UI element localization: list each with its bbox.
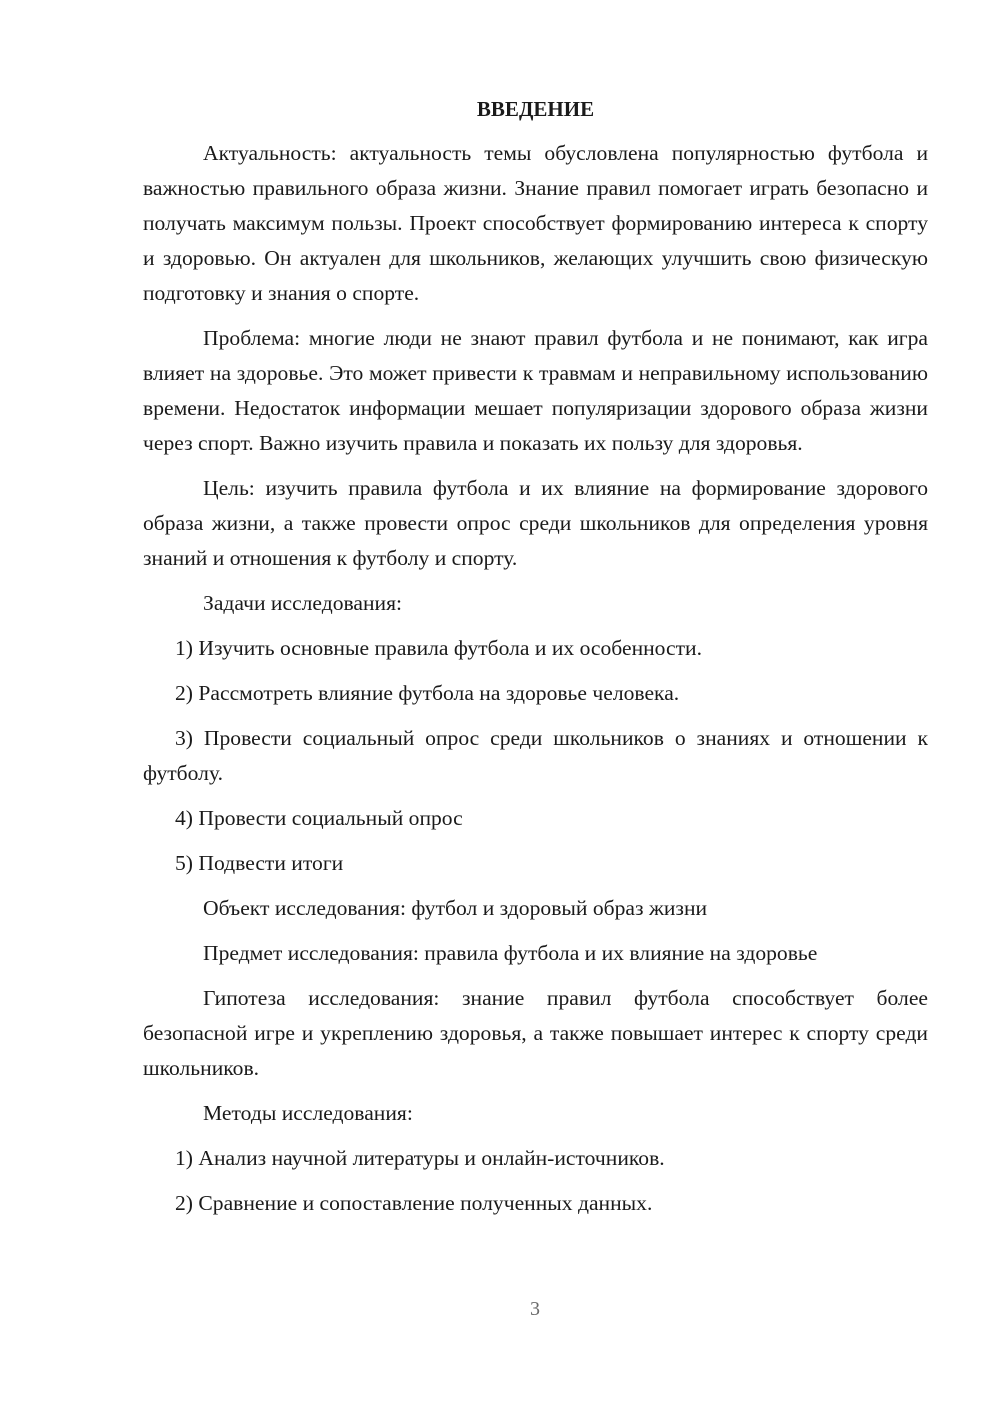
task-item-2: 2) Рассмотреть влияние футбола на здоровье человека. xyxy=(175,681,680,705)
research-object: Объект исследования: футбол и здоровый образ жизни xyxy=(203,896,708,920)
section-title: ВВЕДЕНИЕ xyxy=(476,97,595,121)
method-item-2: 2) Сравнение и сопоставление полученных данных. xyxy=(175,1191,653,1215)
problem-paragraph: Проблема: многие люди не знают правил футбола и не понимают, как игра влияет на здоровье. Это может привести к травмам и неправильному использованию времени. Недостаток информации мешает популяризации здорового образа жизни через спорт. Важно изучить правила и показать их пользу для здоровья. xyxy=(143,326,928,455)
relevance-paragraph: Актуальность: актуальность темы обусловлена популярностью футбола и важностью правильного образа жизни. Знание правил помогает играть безопасно и получать максимум пользы. Проект способствует формированию интереса к спорту и здоровью. Он актуален для школьников, желающих улучшить свою физическую подготовку и знания о спорте. xyxy=(143,141,928,305)
goal-paragraph: Цель: изучить правила футбола и их влияние на формирование здорового образа жизни, а также провести опрос среди школьников для определения уровня знаний и отношения к футболу и спорту. xyxy=(143,476,928,570)
page-number: 3 xyxy=(530,1298,540,1320)
task-item-1: 1) Изучить основные правила футбола и их особенности. xyxy=(175,636,702,660)
document-page xyxy=(143,92,928,1231)
methods-heading: Методы исследования: xyxy=(203,1101,413,1125)
task-item-4: 4) Провести социальный опрос xyxy=(175,806,463,830)
method-item-1: 1) Анализ научной литературы и онлайн-источников. xyxy=(175,1146,665,1170)
task-item-5: 5) Подвести итоги xyxy=(175,851,344,875)
hypothesis-paragraph: Гипотеза исследования: знание правил футбола способствует более безопасной игре и укреплению здоровья, а также повышает интерес к спорту среди школьников. xyxy=(143,986,928,1080)
task-item-3: 3) Провести социальный опрос среди школьников о знаниях и отношении к футболу. xyxy=(143,726,928,785)
research-subject: Предмет исследования: правила футбола и их влияние на здоровье xyxy=(203,941,818,965)
tasks-heading: Задачи исследования: xyxy=(203,591,403,615)
